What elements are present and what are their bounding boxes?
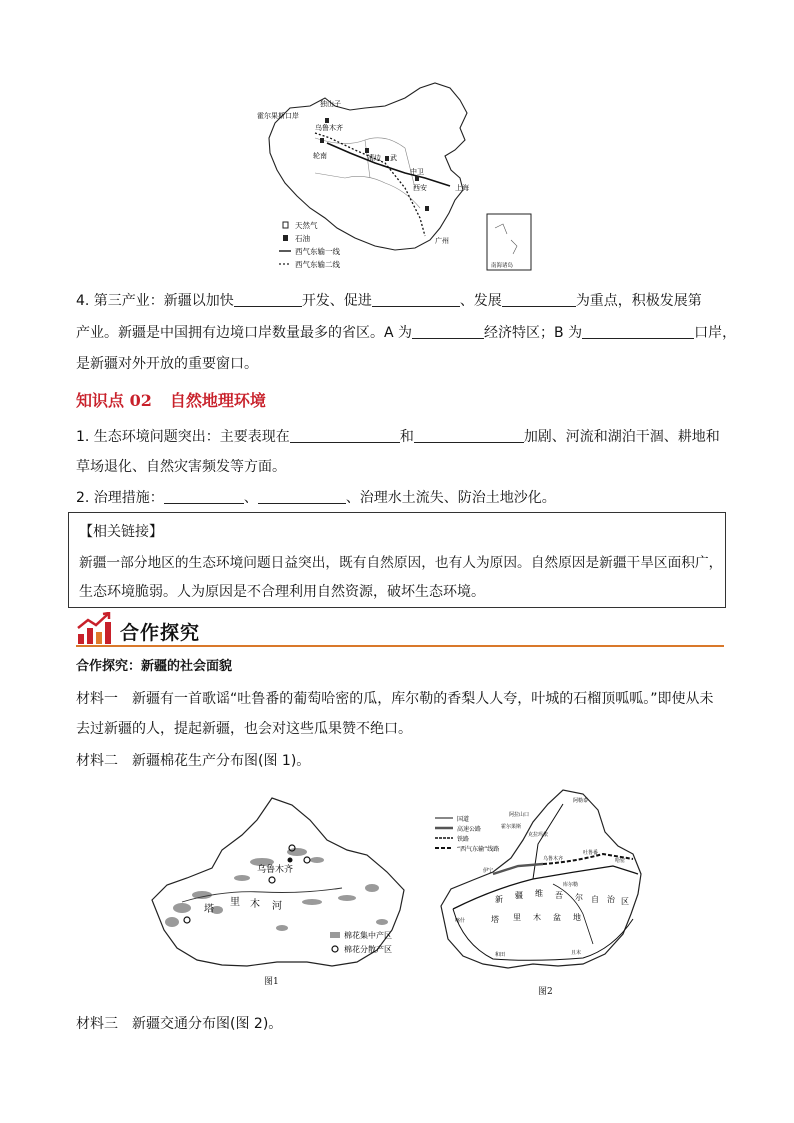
fig2-li: 里 [513, 913, 521, 922]
fig1-li: 里 [230, 897, 240, 908]
fig2-zhi: 治 [607, 895, 615, 904]
section-title: 合作探究 [120, 622, 201, 644]
p2-text-c: 、治理水土流失、防治土地沙化。 [345, 490, 556, 506]
fig2-pen: 盆 [553, 913, 561, 922]
q4-text-g: 口岸， [694, 325, 737, 341]
label-shanghai: 上海 [455, 184, 469, 192]
fig1-mu: 木 [250, 899, 260, 910]
p1-text-a: 1. 生态环境问题突出：主要表现在 [76, 429, 290, 445]
xinjiang-outline-2 [441, 790, 641, 968]
fig2-wu: 吾 [555, 891, 563, 900]
fig1-ta: 塔 [204, 904, 214, 915]
material-3: 材料三 新疆交通分布图(图 2)。 [76, 1016, 283, 1032]
fig2-label-altay: 阿勒泰 [573, 798, 589, 804]
figure-2-transport-map [433, 784, 645, 984]
blank [164, 490, 244, 504]
fig2-qu: 区 [621, 897, 629, 906]
p2-line [76, 489, 556, 507]
legend-gas: 天然气 [295, 221, 318, 230]
fig2-di: 地 [573, 913, 581, 922]
heading-title: 自然地理环境 [169, 391, 266, 410]
label-xian: 西安 [413, 184, 427, 192]
label-urumqi: 乌鲁木齐 [315, 124, 343, 132]
fig2-label-yining: 伊宁 [483, 868, 494, 874]
related-link-box [68, 512, 726, 608]
q4-line1 [76, 292, 702, 310]
p1-text-c: 加剧、河流和湖泊干涸、耕地和 [523, 429, 720, 445]
label-dushanzi: 独山子 [320, 100, 341, 108]
fig2-label-karamay: 克拉玛依 [528, 832, 549, 838]
material-1-line1: 材料一 新疆有一首歌谣“吐鲁番的葡萄哈密的瓜，库尔勒的香梨人人夸，叶城的石榴顶呱呱。”即使从未 [76, 691, 714, 707]
blank [502, 293, 576, 307]
pipeline-line-1 [327, 143, 450, 186]
inset-label: 南海诸岛 [491, 263, 514, 269]
q4-text-d: 为重点，积极发展第 [575, 293, 702, 309]
fig2-label-horgos: 霍尔果斯 [501, 824, 522, 830]
p2-text-b: 、 [243, 490, 258, 506]
fig2-label-korla: 库尔勒 [563, 882, 579, 888]
legend-oil: 石油 [295, 234, 310, 243]
heading-number: 知识点 02 [76, 391, 152, 410]
fig1-city-urumqi: 乌鲁木齐 [257, 865, 294, 875]
pipeline-line-2 [315, 133, 425, 236]
blank [412, 325, 484, 339]
blank [290, 429, 400, 443]
fig2-label-alashankou: 阿拉山口 [509, 812, 530, 818]
p1-line2: 草场退化、自然灾害频发等方面。 [76, 459, 286, 475]
fig2-label-hotan: 和田 [495, 952, 506, 958]
fig2-wei: 维 [535, 889, 543, 898]
fig2-label-turpan: 吐鲁番 [583, 850, 599, 856]
china-pipeline-map [255, 78, 537, 274]
fig2-label-urumqi: 乌鲁木齐 [543, 856, 564, 862]
blank [258, 490, 346, 504]
coop-subtitle: 合作探究：新疆的社会面貌 [76, 659, 233, 674]
p1-line1 [76, 428, 720, 446]
figure-1-caption: 图1 [264, 977, 279, 987]
figure-1-cotton-map [142, 790, 412, 990]
cooperative-inquiry-section [76, 608, 724, 650]
fig2-label-qiemo: 且末 [571, 950, 582, 956]
related-title: 【相关链接】 [79, 524, 163, 540]
fig2-legend-highway: 高速公路 [457, 826, 482, 833]
fig2-mu: 木 [533, 913, 541, 922]
fig2-er: 尔 [575, 893, 583, 902]
q4-text-c: 、发展 [459, 293, 502, 309]
legend-line1: 西气东输一线 [295, 247, 340, 256]
fig2-legend-railway: 铁路 [457, 836, 470, 843]
south-sea-inset [487, 214, 531, 270]
fig2-legend-national-road: 国道 [457, 816, 470, 823]
fig1-legend-scattered: 棉花分散产区 [344, 945, 392, 954]
q4-text-a: 4. 第三产业：新疆以加快 [76, 293, 234, 309]
xinjiang-outline [152, 798, 404, 966]
label-guangzhou: 广州 [435, 237, 449, 245]
q4-line2 [76, 324, 736, 342]
p1-text-b: 和 [399, 429, 414, 445]
fig2-legend-pipeline: “西气东输”线路 [457, 846, 500, 853]
label-horgos: 霍尔果斯口岸 [257, 112, 299, 120]
fig2-ta: 塔 [491, 915, 499, 924]
fig1-he: 河 [272, 901, 282, 912]
fig2-label-hami: 哈密 [615, 858, 626, 864]
fig2-jiang: 疆 [515, 891, 523, 900]
blank [234, 293, 302, 307]
q4-text-f: 经济特区；B 为 [484, 325, 583, 341]
label-wu: 武 [390, 154, 397, 162]
q4-line3: 是新疆对外开放的重要窗口。 [76, 356, 258, 372]
fig1-legend-concentrated: 棉花集中产区 [344, 931, 392, 940]
label-zhongwei: 中卫 [410, 168, 424, 176]
fig2-zi: 自 [591, 895, 599, 904]
material-1-line2: 去过新疆的人，提起新疆，也会对这些瓜果赞不绝口。 [76, 721, 412, 737]
blank [582, 325, 694, 339]
figure-2-caption: 图2 [538, 987, 553, 997]
related-line1: 新疆一部分地区的生态环境问题日益突出，既有自然原因，也有人为原因。自然原因是新疆干旱区面积广， [79, 555, 723, 571]
fig2-label-kashgar: 喀什 [455, 918, 466, 924]
blank [414, 429, 524, 443]
label-lunnan: 轮南 [313, 152, 327, 160]
chart-growth-icon [76, 612, 112, 646]
legend-line2: 西气东输二线 [295, 260, 340, 269]
blank [372, 293, 460, 307]
label-jingbian: 靖边 [367, 154, 381, 162]
material-2: 材料二 新疆棉花生产分布图(图 1)。 [76, 753, 311, 769]
q4-text-b: 开发、促进 [301, 293, 372, 309]
related-line2: 生态环境脆弱。人为原因是不合理利用自然资源，破坏生态环境。 [79, 584, 485, 600]
section-rule [76, 645, 724, 647]
p2-text-a: 2. 治理措施： [76, 490, 164, 506]
fig2-xin: 新 [495, 895, 503, 904]
q4-text-e: 产业。新疆是中国拥有边境口岸数量最多的省区。A 为 [76, 325, 413, 341]
knowledge-point-heading [76, 388, 266, 411]
